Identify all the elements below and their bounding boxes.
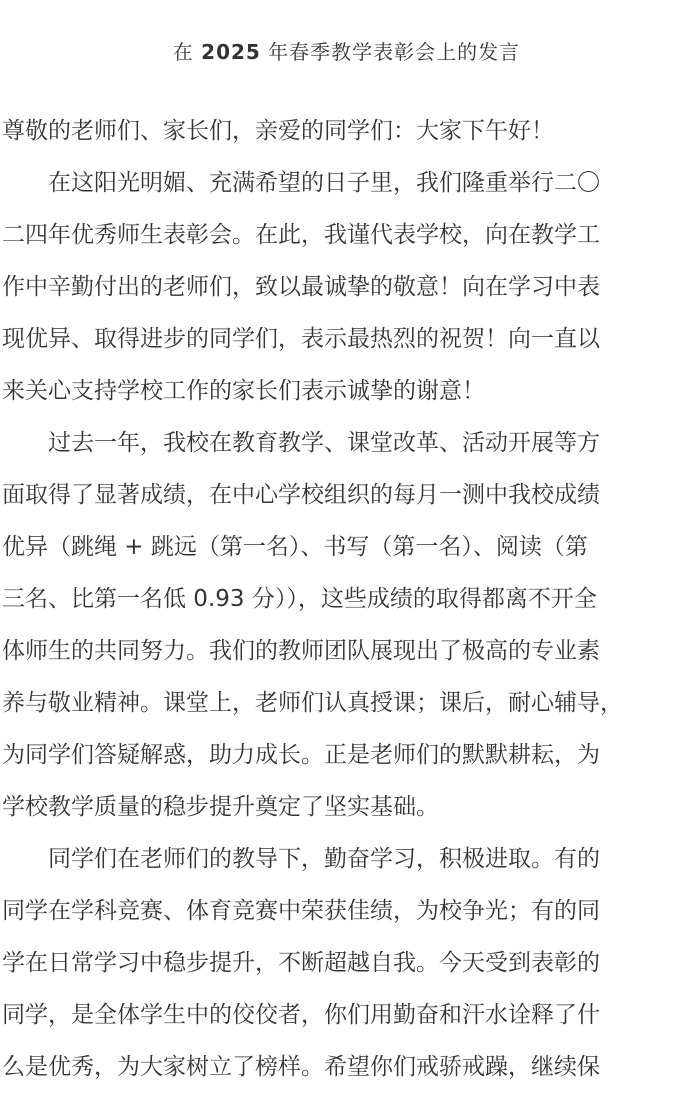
text-line: 作中辛勤付出的老师们，致以最诚挚的敬意！向在学习中表 bbox=[2, 274, 600, 300]
text-line: 来关心支持学校工作的家长们表示诚挚的谢意！ bbox=[2, 378, 485, 404]
text-line: 二四年优秀师生表彰会。在此，我谨代表学校，向在教学工 bbox=[2, 222, 600, 248]
text-line: 三名、比第一名低 0.93 分）），这些成绩的取得都离不开全 bbox=[2, 586, 597, 612]
document-title bbox=[0, 30, 693, 74]
text-line: 在这阳光明媚、充满希望的日子里，我们隆重举行二〇 bbox=[2, 170, 600, 196]
text-line: 么是优秀，为大家树立了榜样。希望你们戒骄戒躁，继续保 bbox=[2, 1054, 600, 1080]
text-line: 学校教学质量的稳步提升奠定了坚实基础。 bbox=[2, 794, 439, 820]
text-line: 学在日常学习中稳步提升，不断超越自我。今天受到表彰的 bbox=[2, 950, 600, 976]
text-line: 同学在学科竞赛、体育竞赛中荣获佳绩，为校争光；有的同 bbox=[2, 898, 600, 924]
text-line: 同学，是全体学生中的佼佼者，你们用勤奋和汗水诠释了什 bbox=[2, 1002, 600, 1028]
text-line: 养与敬业精神。课堂上，老师们认真授课；课后，耐心辅导， bbox=[2, 690, 623, 716]
title-suffix: 年春季教学表彰会上的发言 bbox=[260, 40, 521, 64]
title-year: 2025 bbox=[201, 40, 261, 64]
text-line: 现优异、取得进步的同学们，表示最热烈的祝贺！向一直以 bbox=[2, 326, 600, 352]
title-prefix: 在 bbox=[172, 40, 202, 64]
text-line: 优异（跳绳 + 跳远（第一名）、书写（第一名）、阅读（第 bbox=[2, 534, 588, 560]
text-line: 同学们在老师们的教导下，勤奋学习，积极进取。有的 bbox=[2, 846, 600, 872]
text-line: 面取得了显著成绩，在中心学校组织的每月一测中我校成绩 bbox=[2, 482, 600, 508]
text-line: 体师生的共同努力。我们的教师团队展现出了极高的专业素 bbox=[2, 638, 600, 664]
text-line: 过去一年，我校在教育教学、课堂改革、活动开展等方 bbox=[2, 430, 600, 456]
text-line: 尊敬的老师们、家长们，亲爱的同学们：大家下午好！ bbox=[2, 118, 554, 144]
text-line: 为同学们答疑解惑，助力成长。正是老师们的默默耕耘，为 bbox=[2, 742, 600, 768]
